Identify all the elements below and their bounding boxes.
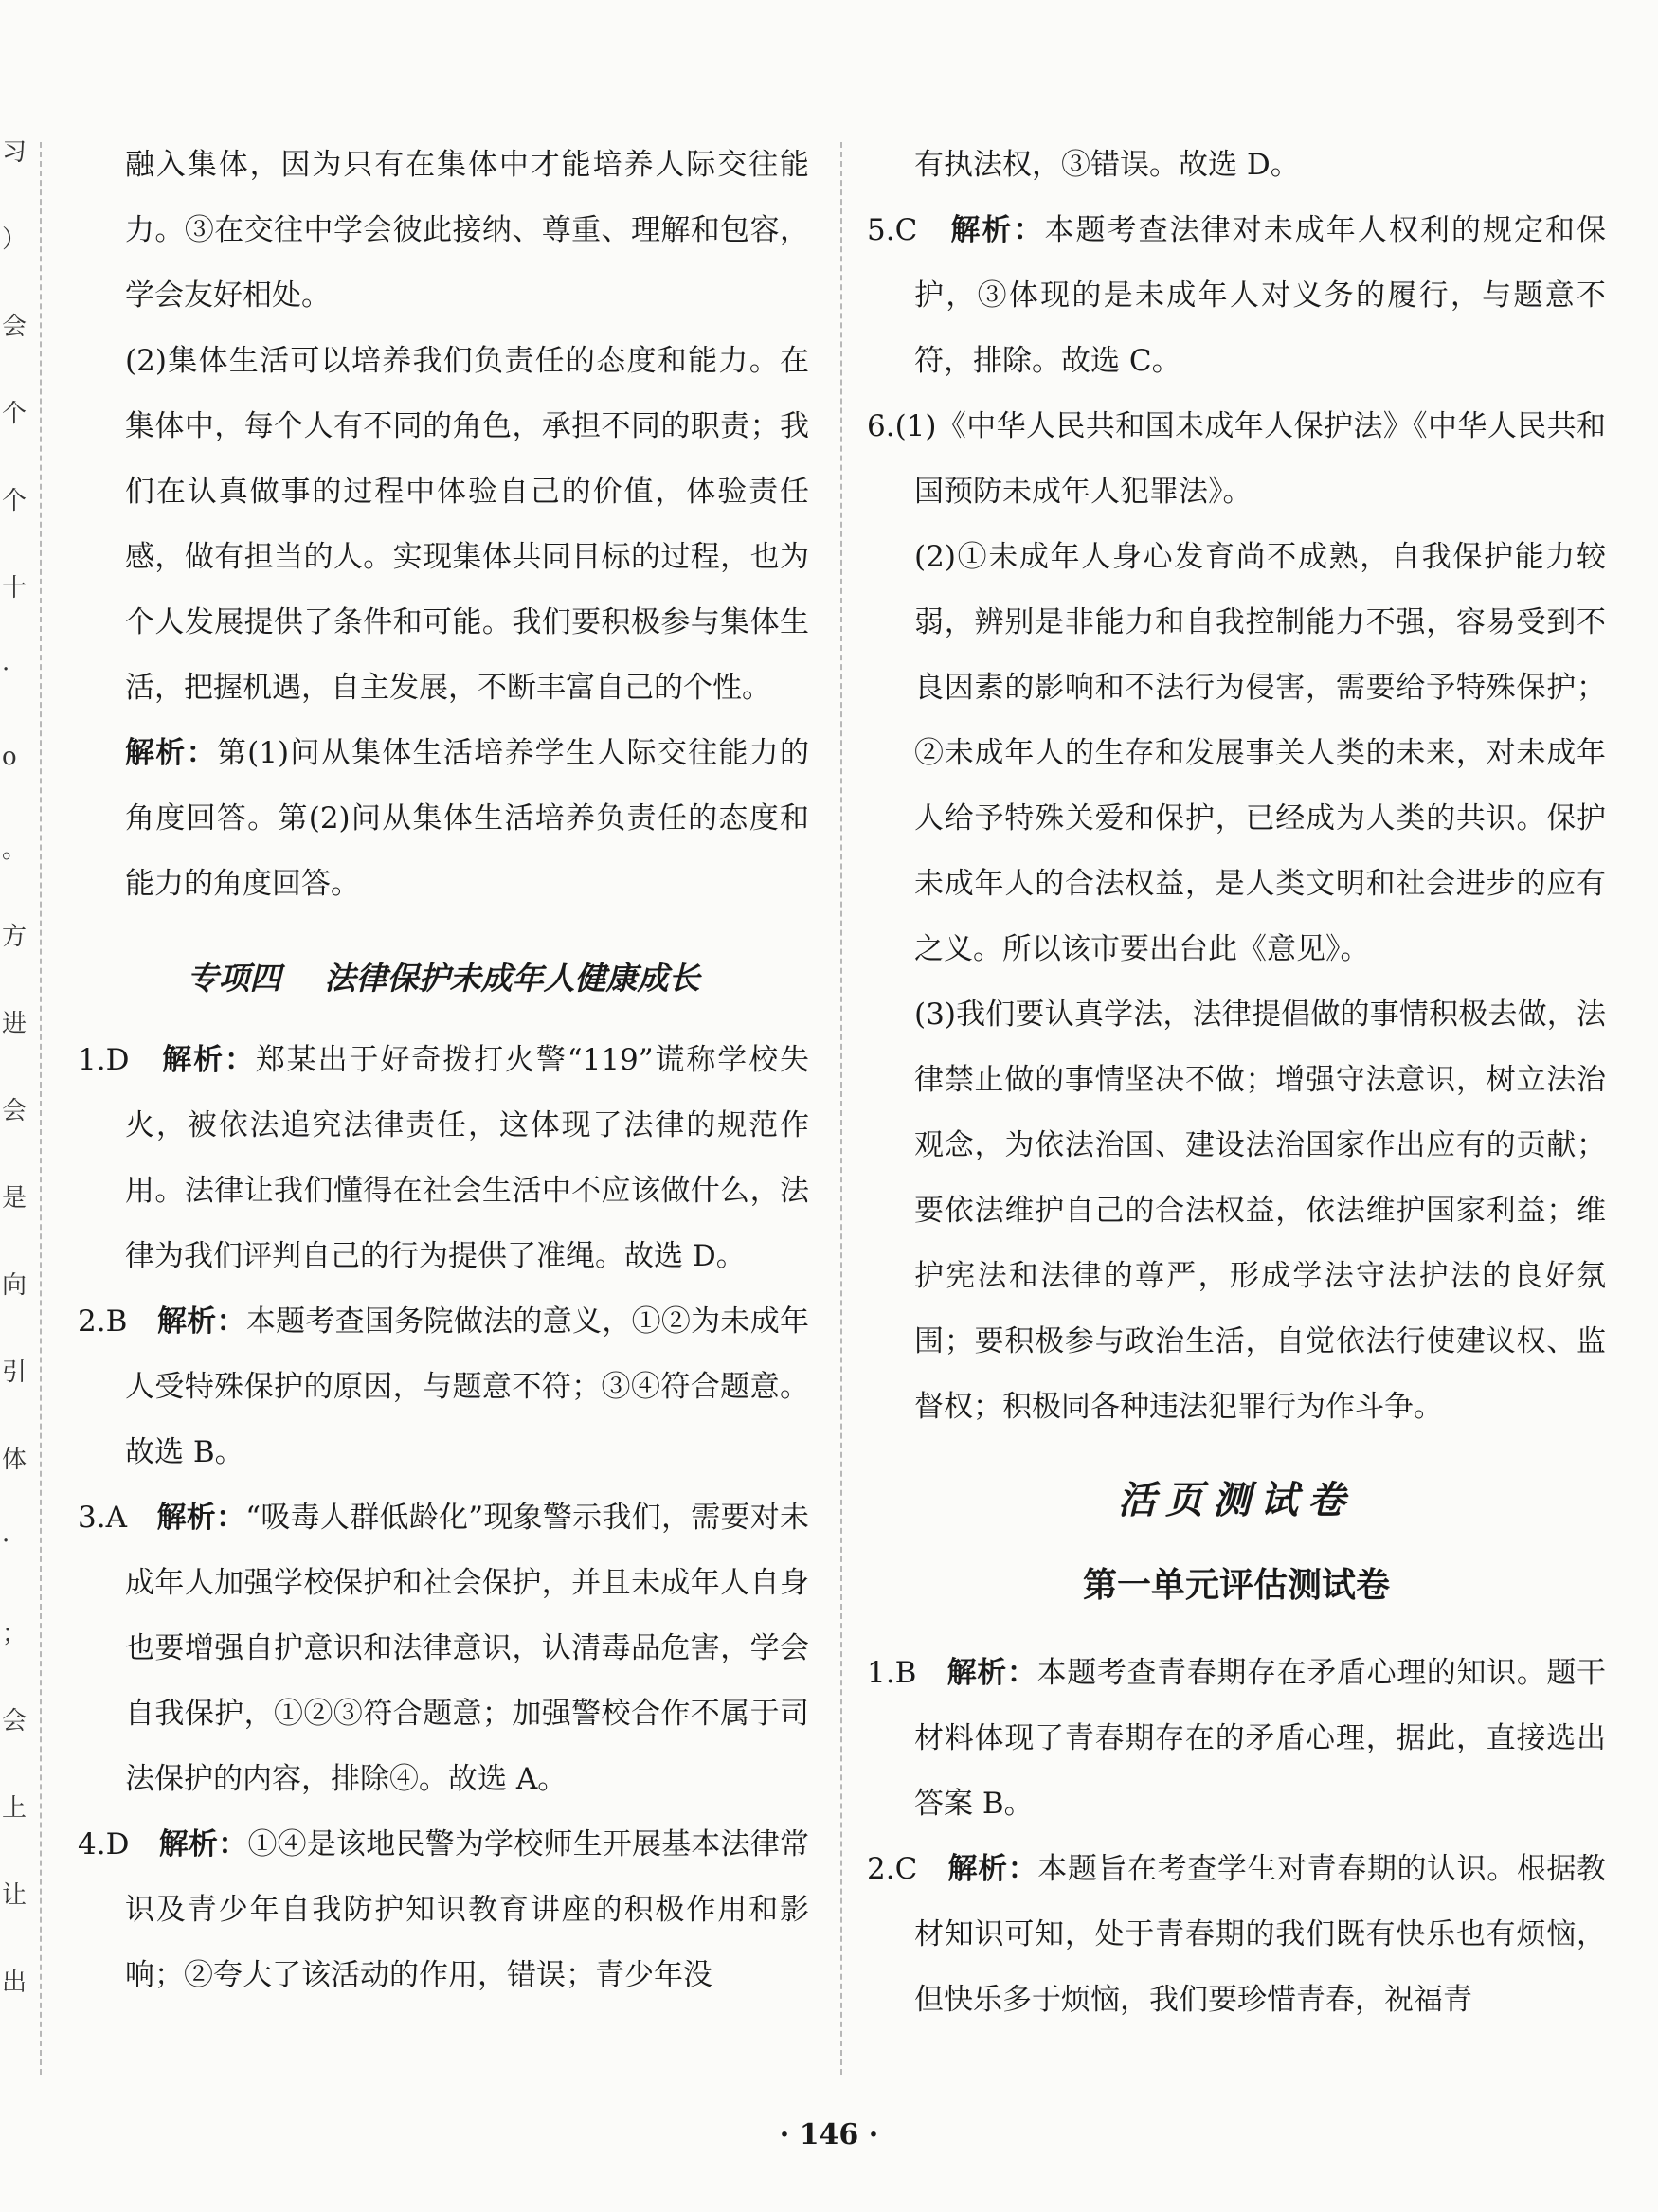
answer-text: 本题考查法律对未成年人权利的规定和保护，③体现的是未成年人对义务的履行，与题意不符，排除。故选 C。 xyxy=(914,213,1607,378)
section-number: 专项四 xyxy=(187,960,281,997)
paragraph-continued: 有执法权，③错误。故选 D。 xyxy=(914,148,1300,182)
answer-item xyxy=(78,1289,809,1485)
analysis-label: 解析： xyxy=(946,1656,1037,1690)
edge-char: ） xyxy=(2,225,27,254)
column-divider xyxy=(840,142,842,2075)
answer-item xyxy=(78,1812,809,2008)
test-section-title: 活页测试卷 xyxy=(1118,1479,1355,1522)
analysis-label: 解析： xyxy=(125,736,217,770)
answer-number: 1.B xyxy=(867,1656,917,1690)
analysis-label: 解析： xyxy=(158,1827,248,1861)
edge-char: 上 xyxy=(2,1794,27,1823)
edge-char: 。 xyxy=(2,836,27,864)
answer-text: 本题考查国务院做法的意义，①②为未成年人受特殊保护的原因，与题意不符；③④符合题意。故选 B。 xyxy=(125,1304,810,1469)
paragraph-continued: 融入集体，因为只有在集体中才能培养人际交往能力。③在交往中学会彼此接纳、尊重、理解和包容，学会友好相处。 xyxy=(125,148,809,313)
edge-char: 会 xyxy=(2,1097,27,1125)
answer-number: 3.A xyxy=(78,1501,127,1535)
unit-test-title: 第一单元评估测试卷 xyxy=(1082,1566,1390,1605)
analysis-label: 解析： xyxy=(947,1852,1038,1886)
answer-number: 4.D xyxy=(78,1827,130,1861)
right-column xyxy=(867,133,1606,2033)
answer-item xyxy=(78,1028,809,1289)
answer-item xyxy=(78,1485,809,1812)
edge-char: 出 xyxy=(2,1969,27,1997)
analysis-label: 解析： xyxy=(156,1304,246,1339)
edge-char: 十 xyxy=(2,574,27,602)
answer-item-6-part-2: (2)①未成年人身心发育尚不成熟，自我保护能力较弱，辨别是非能力和自我控制能力不强，容易受到不良因素的影响和不法行为侵害，需要给予特殊保护；②未成年人的生存和发展事关人类的未来，对未成年人给予特殊关爱和保护，已经成为人类的共识。保护未成年人的合法权益，是人类文明和社会进步的应有之义。所以该市要出台此《意见》。 xyxy=(914,540,1606,966)
answer-text: 本题考查青春期存在矛盾心理的知识。题干材料体现了青春期存在的矛盾心理，据此，直接选出答案 B。 xyxy=(914,1656,1607,1821)
analysis-label: 解析： xyxy=(950,213,1045,247)
paragraph-part-2: (2)集体生活可以培养我们负责任的态度和能力。在集体中，每个人有不同的角色，承担不同的职责；我们在认真做事的过程中体验自己的价值，体验责任感，做有担当的人。实现集体共同目标的过程，也为个人发展提供了条件和可能。我们要积极参与集体生活，把握机遇，自主发展，不断丰富自己的个性。 xyxy=(125,344,809,705)
analysis-paragraph xyxy=(78,721,809,917)
analysis-text: 第(1)问从集体生活培养学生人际交往能力的角度回答。第(2)问从集体生活培养负责任的态度和能力的角度回答。 xyxy=(125,736,809,901)
answer-text: 郑某出于好奇拨打火警“119”谎称学校失火，被依法追究法律责任，这体现了法律的规范作用。法律让我们懂得在社会生活中不应该做什么，法律为我们评判自己的行为提供了准绳。故选 D。 xyxy=(125,1043,810,1273)
answer-item-6-part-3: (3)我们要认真学法，法律提倡做的事情积极去做，法律禁止做的事情坚决不做；增强守法意识，树立法治观念，为依法治国、建设法治国家作出应有的贡献；要依法维护自己的合法权益，依法维护国家利益；维护宪法和法律的尊严，形成学法守法护法的良好氛围；要积极参与政治生活，自觉依法行使建议权、监督权；积极同各种违法犯罪行为作斗争。 xyxy=(914,998,1606,1424)
edge-char: 会 xyxy=(2,1707,27,1735)
answer-text: “吸毒人群低龄化”现象警示我们，需要对未成年人加强学校保护和社会保护，并且未成年人自身也要增强自护意识和法律意识，认清毒品危害，学会自我保护，①②③符合题意；加强警校合作不属于司法保护的内容，排除④。故选 A。 xyxy=(125,1501,810,1796)
edge-char: 方 xyxy=(2,923,27,951)
edge-char: 个 xyxy=(2,487,27,515)
edge-char: 习 xyxy=(2,138,27,167)
page-number-value: 146 xyxy=(799,2118,859,2151)
answer-item xyxy=(867,1837,1606,2033)
section-heading xyxy=(78,945,809,1011)
analysis-label: 解析： xyxy=(162,1043,256,1077)
answer-item xyxy=(867,1641,1606,1837)
answer-number: 2.B xyxy=(78,1304,128,1339)
edge-char: 是 xyxy=(2,1184,27,1213)
answer-text: 本题旨在考查学生对青春期的认识。根据教材知识可知，处于青春期的我们既有快乐也有烦恼，但快乐多于烦恼，我们要珍惜青春，祝福青 xyxy=(914,1852,1607,2017)
left-column xyxy=(78,133,809,2008)
edge-char: ； xyxy=(2,1620,27,1648)
analysis-label: 解析： xyxy=(156,1501,246,1535)
edge-char: o xyxy=(2,743,17,771)
edge-char: 会 xyxy=(2,313,27,341)
edge-char: · xyxy=(2,1527,10,1556)
edge-char: 让 xyxy=(2,1881,27,1910)
edge-char: 引 xyxy=(2,1358,27,1387)
answer-number: 2.C xyxy=(867,1852,918,1886)
answer-text: ①④是该地民警为学校师生开展基本法律常识及青少年自我防护知识教育讲座的积极作用和影响；②夸大了该活动的作用，错误；青少年没 xyxy=(125,1827,810,1992)
edge-char: 体 xyxy=(2,1446,27,1474)
answer-number: 5.C xyxy=(867,213,918,247)
left-edge-cut-text xyxy=(0,133,27,2084)
edge-char: · xyxy=(2,656,10,684)
answer-item-6-part-1: 6.(1)《中华人民共和国未成年人保护法》《中华人民共和国预防未成年人犯罪法》。 xyxy=(867,409,1606,509)
left-binding-divider xyxy=(40,142,42,2075)
answer-item xyxy=(867,198,1606,394)
answer-number: 1.D xyxy=(78,1043,130,1077)
section-name: 法律保护未成年人健康成长 xyxy=(324,960,700,997)
edge-char: 向 xyxy=(2,1271,27,1300)
page-number: · 146 · xyxy=(779,2118,879,2151)
edge-char: 个 xyxy=(2,400,27,428)
edge-char: 进 xyxy=(2,1010,27,1038)
